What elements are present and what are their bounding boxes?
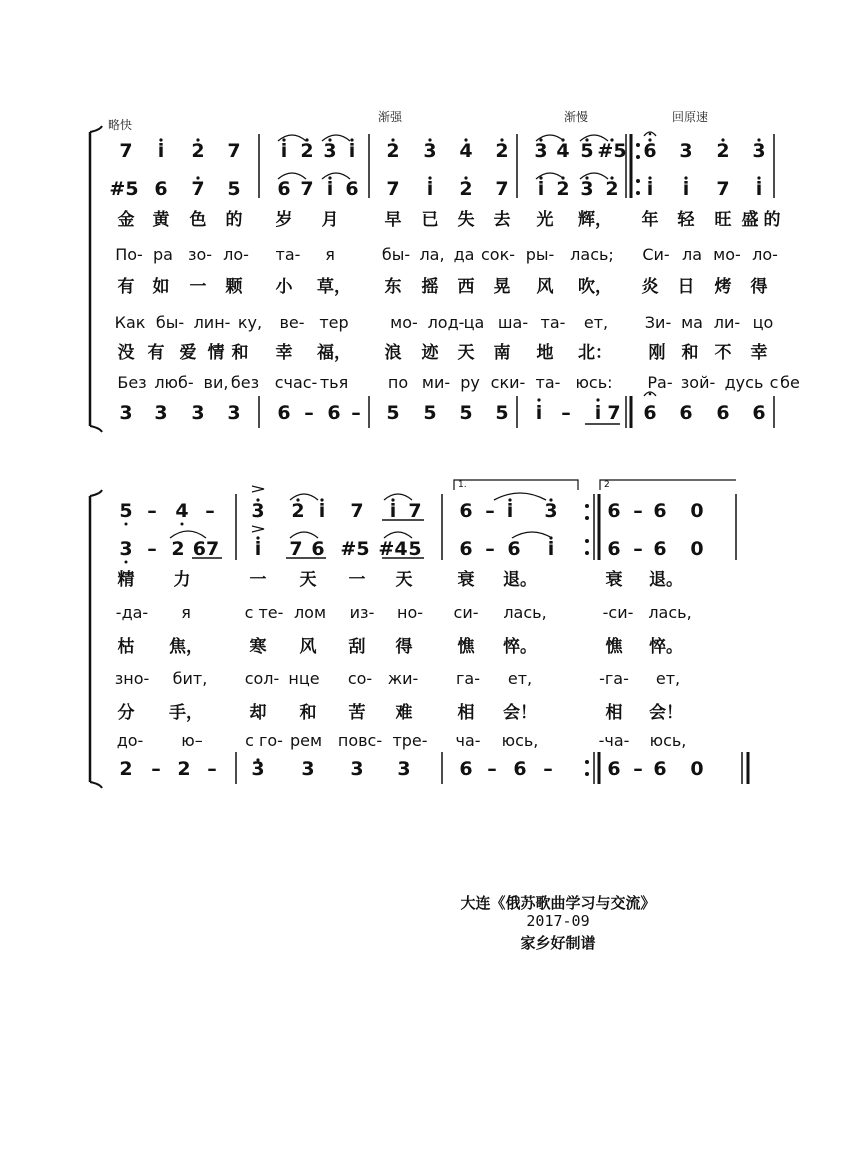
note: i [537, 178, 545, 200]
note: 7 [300, 178, 314, 200]
lyric: 色 [189, 210, 207, 230]
lyric: 苦 [348, 703, 366, 723]
note: 5 [459, 402, 473, 424]
note: 2 [716, 140, 730, 162]
note: 6 [277, 178, 291, 200]
note: 2 [495, 140, 509, 162]
lyric: 憔 [457, 637, 475, 657]
lyric: 一 [249, 570, 267, 590]
system1-lyrics-zh-3 [0, 336, 862, 370]
note: 6 [716, 402, 730, 424]
lyric: 刮 [348, 637, 366, 657]
lyric: 情 [207, 343, 225, 363]
note: 3 [119, 402, 133, 424]
note: 3 [580, 178, 594, 200]
lyric: 早 [384, 210, 402, 230]
note: 67 [192, 538, 220, 560]
note: – [304, 402, 314, 424]
note: 5 [119, 500, 133, 522]
credit-source: 大连《俄苏歌曲学习与交流》 [460, 894, 656, 912]
system1-lyrics-ru-2 [0, 306, 862, 340]
lyric: 岁 [275, 210, 293, 230]
note: 7 [495, 178, 509, 200]
lyric: зой- [680, 373, 716, 392]
note: i [646, 178, 654, 200]
lyric: с [769, 373, 779, 392]
lyric: 日 [677, 277, 695, 297]
lyric: с го- [245, 731, 283, 750]
note: 2 [171, 538, 185, 560]
note: i [755, 178, 763, 200]
note: – [543, 758, 553, 780]
lyric: 刚 [648, 343, 666, 363]
lyric: 年 [641, 210, 659, 230]
lyric: ет, [655, 669, 681, 688]
lyric: тре- [392, 731, 428, 750]
note: 6 [679, 402, 693, 424]
lyric: бы- [381, 245, 411, 264]
note: 6 [459, 538, 473, 560]
system1-lyrics-ru-1 [0, 238, 862, 272]
lyric: 天 [457, 343, 475, 363]
lyric: 衰 [457, 570, 475, 590]
note: 3 [323, 140, 337, 162]
lyric: 黄 [152, 210, 170, 230]
lyric: 得 [395, 637, 413, 657]
note: 3 [154, 402, 168, 424]
lyric: 吹， [578, 277, 612, 297]
lyric: 寒 [249, 637, 267, 657]
lyric: 和 [299, 703, 317, 723]
volta-2-label: 2 [604, 480, 610, 490]
lyric: нце [288, 669, 320, 688]
system2-bass [0, 752, 862, 786]
lyric: си- [453, 603, 479, 622]
lyric: 天 [395, 570, 413, 590]
note: 3 [227, 402, 241, 424]
lyric: -си- [602, 603, 634, 622]
lyric: цо [752, 313, 774, 332]
note: #5 [597, 140, 627, 162]
lyric: бы- [155, 313, 185, 332]
lyric: По- [115, 245, 143, 264]
lyric: ла, [419, 245, 445, 264]
volta-1-label: 1. [458, 480, 467, 490]
note: – [561, 402, 571, 424]
note: 2 [291, 500, 305, 522]
credit-author: 家乡好制谱 [520, 934, 596, 952]
note: 6 [607, 500, 621, 522]
lyric: -ча- [598, 731, 630, 750]
note: 7 [191, 178, 205, 200]
lyric: ра [153, 245, 173, 264]
note: 6 [345, 178, 359, 200]
system2-lyrics-ru-1 [0, 596, 862, 630]
lyric: 西 [457, 277, 475, 297]
note: 7 [227, 140, 241, 162]
lyric: 炎 [641, 277, 659, 297]
note: 3 [752, 140, 766, 162]
note: i [426, 178, 434, 200]
note: – [351, 402, 361, 424]
lyric: лод- [427, 313, 465, 332]
lyric: до- [116, 731, 144, 750]
tempo-mark-crescendo: 渐强 [378, 110, 403, 124]
note: – [485, 538, 495, 560]
lyric: 却 [249, 703, 267, 723]
tempo-mark-a-tempo: 回原速 [672, 110, 709, 124]
lyric: 手， [169, 703, 203, 723]
lyric: 月 [321, 210, 339, 230]
lyric: люб- [154, 373, 194, 392]
lyric: Как [114, 313, 146, 332]
lyric: ло- [752, 245, 778, 264]
lyric: ру [460, 373, 480, 392]
lyric: 草， [317, 277, 351, 297]
lyric: 盛 [741, 210, 759, 230]
note: i [326, 178, 334, 200]
lyric: 的 [763, 210, 781, 230]
note: 2 [459, 178, 473, 200]
lyric: тер [319, 313, 349, 332]
lyric: 风 [299, 637, 317, 657]
lyric: зо- [187, 245, 213, 264]
lyric: мо- [713, 245, 741, 264]
note: 7 [289, 538, 303, 560]
lyric: ша- [497, 313, 529, 332]
note: #4 [378, 538, 408, 560]
note: 6 [752, 402, 766, 424]
note: 5 [495, 402, 509, 424]
note: 2 [556, 178, 570, 200]
lyric: 憔 [605, 637, 623, 657]
lyric: 地 [536, 343, 554, 363]
note: – [633, 538, 643, 560]
lyric: 摇 [421, 277, 439, 297]
note: 3 [191, 402, 205, 424]
lyric: юсь, [649, 731, 687, 750]
note: 2 [386, 140, 400, 162]
lyric: юсь: [575, 373, 613, 392]
lyric: 相 [605, 703, 623, 723]
lyric: га- [456, 669, 480, 688]
volta-brackets [454, 480, 736, 490]
note: 7 [408, 500, 422, 522]
lyric: лась, [503, 603, 547, 622]
note: 6 [459, 758, 473, 780]
lyric: ры- [525, 245, 555, 264]
lyric: со- [347, 669, 373, 688]
lyric: ли- [713, 313, 741, 332]
lyric: 晃 [493, 277, 511, 297]
lyric: 没 [117, 343, 135, 363]
note: 5 [580, 140, 594, 162]
lyric: 相 [457, 703, 475, 723]
lyric: да [453, 245, 475, 264]
lyric: рем [289, 731, 323, 750]
note: 6 [154, 178, 168, 200]
note: i [348, 140, 356, 162]
note: i [682, 178, 690, 200]
note: 3 [301, 758, 315, 780]
lyric: ю– [181, 731, 203, 750]
lyric: жи- [387, 669, 419, 688]
lyric: ве- [279, 313, 305, 332]
lyric: тья [319, 373, 349, 392]
note: – [147, 500, 157, 522]
lyric: 一 [189, 277, 207, 297]
lyric: 已 [421, 210, 439, 230]
note: 7 [607, 402, 621, 424]
note: i [318, 500, 326, 522]
note: 6 [643, 402, 657, 424]
note: 6 [277, 402, 291, 424]
lyric: 难 [395, 703, 413, 723]
note: i [254, 538, 262, 560]
lyric: 风 [536, 277, 554, 297]
note: 3 [251, 758, 265, 780]
system1-lyrics-zh-1 [0, 203, 862, 237]
lyric: 分 [117, 703, 135, 723]
lyric: 悴。 [649, 637, 683, 657]
system2-lyrics-zh-1 [0, 563, 862, 597]
lyric: 小 [275, 277, 293, 297]
lyric: 悴。 [503, 637, 537, 657]
note: 0 [690, 758, 704, 780]
note: 6 [653, 500, 667, 522]
lyric: 幸 [750, 343, 768, 363]
lyric: по [387, 373, 409, 392]
lyric: сок- [480, 245, 516, 264]
lyric: 枯 [117, 637, 135, 657]
note: 6 [513, 758, 527, 780]
note: 4 [556, 140, 570, 162]
system1-bass [0, 396, 862, 430]
lyric: -га- [599, 669, 629, 688]
note: i [535, 402, 543, 424]
lyric: 颗 [225, 277, 243, 297]
lyric: дусь [724, 373, 764, 392]
lyric: 如 [152, 277, 170, 297]
lyric: 失 [457, 210, 475, 230]
lyric: счас- [274, 373, 318, 392]
lyric: 轻 [677, 210, 695, 230]
note: 4 [175, 500, 189, 522]
lyric: ло- [223, 245, 249, 264]
tempo-mark-ritardando: 渐慢 [564, 110, 589, 124]
note: 2 [119, 758, 133, 780]
note: 5 [423, 402, 437, 424]
lyric: 天 [299, 570, 317, 590]
lyric: 得 [750, 277, 768, 297]
note: 6 [459, 500, 473, 522]
lyric: ет, [583, 313, 609, 332]
lyric: ча- [455, 731, 481, 750]
lyric: Без [117, 373, 147, 392]
system2-lyrics-zh-2 [0, 630, 862, 664]
note: 6 [507, 538, 521, 560]
note: i [389, 500, 397, 522]
lyric: лом [293, 603, 327, 622]
note: – [633, 758, 643, 780]
note: 3 [679, 140, 693, 162]
lyric: 和 [231, 343, 249, 363]
lyric: 迹 [421, 343, 439, 363]
lyric: без [230, 373, 260, 392]
note: 7 [119, 140, 133, 162]
lyric: 辉， [578, 210, 612, 230]
lyric: 幸 [275, 343, 293, 363]
lyric: 有 [117, 277, 135, 297]
note: 2 [605, 178, 619, 200]
note: 7 [350, 500, 364, 522]
note: – [147, 538, 157, 560]
note: – [485, 500, 495, 522]
lyric: та- [540, 313, 566, 332]
lyric: 去 [493, 210, 511, 230]
lyric: 有 [147, 343, 165, 363]
lyric: я [325, 245, 335, 264]
note: 5 [227, 178, 241, 200]
note: 6 [327, 402, 341, 424]
lyric: 会！ [649, 703, 683, 723]
note: 4 [459, 140, 473, 162]
lyric: ет, [507, 669, 533, 688]
system2-lyrics-ru-2 [0, 662, 862, 696]
note: #5 [340, 538, 370, 560]
lyric: 会！ [503, 703, 537, 723]
lyric: 烤 [714, 277, 732, 297]
lyric: ски- [490, 373, 526, 392]
lyric: 光 [536, 210, 554, 230]
lyric: ми- [421, 373, 451, 392]
lyric: ла [681, 245, 703, 264]
note: 3 [251, 500, 265, 522]
system1-lyrics-ru-3 [0, 366, 862, 400]
lyric: 福， [317, 343, 351, 363]
note: – [487, 758, 497, 780]
note: – [633, 500, 643, 522]
lyric: с те- [244, 603, 284, 622]
note: 3 [397, 758, 411, 780]
lyric: 和 [681, 343, 699, 363]
note: 5 [408, 538, 422, 560]
lyric: ку, [237, 313, 263, 332]
note: 6 [607, 538, 621, 560]
note: 7 [386, 178, 400, 200]
system1-harmony [0, 172, 862, 206]
lyric: ца [463, 313, 485, 332]
note: i [506, 500, 514, 522]
lyric: та- [275, 245, 301, 264]
lyric: я [181, 603, 191, 622]
lyric: лин- [193, 313, 231, 332]
lyric: 爱 [179, 343, 197, 363]
lyric: сол- [244, 669, 280, 688]
note: – [205, 500, 215, 522]
lyric: 衰 [605, 570, 623, 590]
lyric: зно- [114, 669, 150, 688]
system1-lyrics-zh-2 [0, 270, 862, 304]
note: #5 [109, 178, 139, 200]
note: 2 [177, 758, 191, 780]
lyric: та- [535, 373, 561, 392]
lyric: 浪 [384, 343, 402, 363]
lyric: 退。 [503, 570, 537, 590]
note: 3 [534, 140, 548, 162]
note: 2 [191, 140, 205, 162]
lyric: повс- [337, 731, 383, 750]
note: i [594, 402, 602, 424]
note: 3 [544, 500, 558, 522]
note: – [151, 758, 161, 780]
lyric: юсь, [501, 731, 539, 750]
lyric: 南 [493, 343, 511, 363]
note: 6 [643, 140, 657, 162]
lyric: 退。 [649, 570, 683, 590]
note: 2 [300, 140, 314, 162]
lyric: но- [396, 603, 424, 622]
note: i [547, 538, 555, 560]
lyric: ма [681, 313, 703, 332]
note: i [157, 140, 165, 162]
lyric: лась, [648, 603, 692, 622]
tempo-mark-start: 略快 [108, 118, 133, 132]
note: 3 [423, 140, 437, 162]
lyric: -да- [115, 603, 149, 622]
lyric: 东 [384, 277, 402, 297]
note: 5 [386, 402, 400, 424]
lyric: 北： [578, 343, 612, 363]
note: 6 [653, 758, 667, 780]
note: 0 [690, 538, 704, 560]
lyric: 的 [225, 210, 243, 230]
lyric: 精 [117, 570, 135, 590]
credit-date: 2017-09 [526, 912, 590, 930]
note: i [280, 140, 288, 162]
lyric: 旺 [714, 210, 732, 230]
lyric: мо- [390, 313, 418, 332]
lyric: ви, [203, 373, 229, 392]
lyric: 一 [348, 570, 366, 590]
note: – [207, 758, 217, 780]
note: 3 [350, 758, 364, 780]
note: 7 [716, 178, 730, 200]
note: 6 [311, 538, 325, 560]
note: 0 [690, 500, 704, 522]
lyric: 金 [117, 210, 135, 230]
lyric: лась; [570, 245, 614, 264]
system2-melody [0, 494, 862, 528]
note: 6 [653, 538, 667, 560]
note: 3 [119, 538, 133, 560]
lyric: Си- [642, 245, 670, 264]
system2-harmony [0, 532, 862, 566]
lyric: Ра- [647, 373, 673, 392]
lyric: бит, [172, 669, 208, 688]
lyric: 不 [714, 343, 732, 363]
lyric: 焦， [169, 637, 203, 657]
note: 6 [607, 758, 621, 780]
system1-melody [0, 134, 862, 168]
lyric: Зи- [644, 313, 672, 332]
lyric: бе [780, 373, 800, 392]
lyric: 力 [173, 570, 191, 590]
lyric: из- [349, 603, 375, 622]
